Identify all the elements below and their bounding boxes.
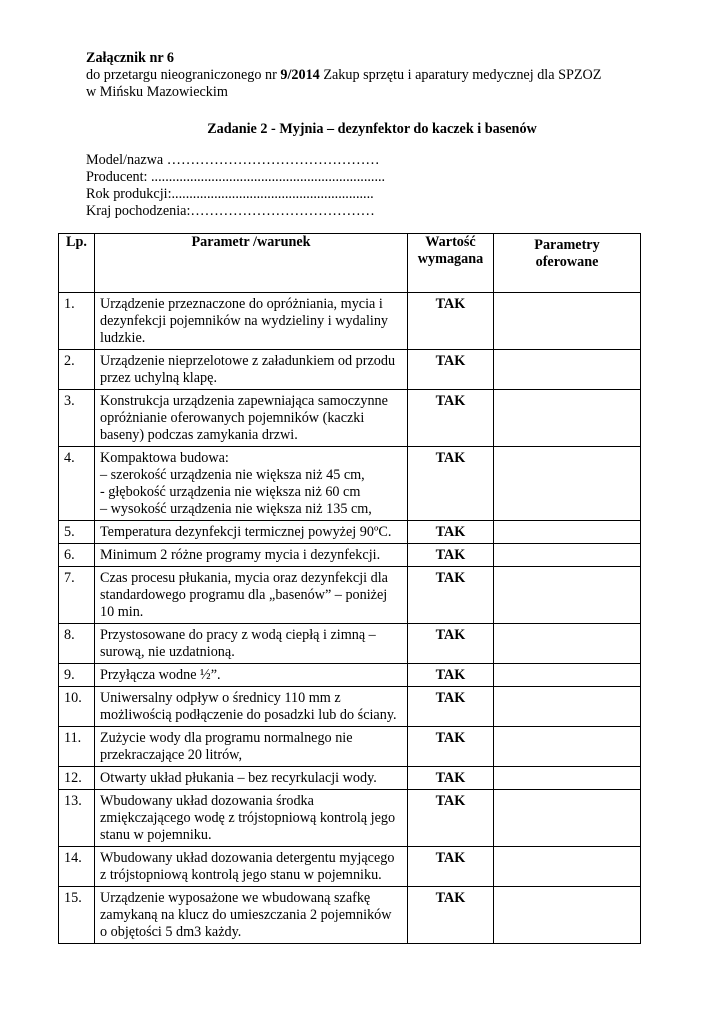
row-required-value: TAK xyxy=(408,293,494,350)
device-fields xyxy=(86,152,506,220)
row-number: 3. xyxy=(59,390,95,447)
country-field: Kraj pochodzenia:………………………………… xyxy=(86,203,375,219)
row-offered-value[interactable] xyxy=(494,887,641,944)
parameter-line: Uniwersalny odpływ o średnicy 110 mm z xyxy=(100,690,341,706)
header-required-line1: Wartość xyxy=(425,234,476,250)
parameter-line: o objętości 5 dm3 każdy. xyxy=(100,924,242,940)
model-field: Model/nazwa ……………………………………… xyxy=(86,152,380,168)
header-required-line2: wymagana xyxy=(417,251,484,267)
row-parameter xyxy=(95,687,408,727)
tender-line xyxy=(86,67,686,84)
row-required-value: TAK xyxy=(408,624,494,664)
parameter-line: - głębokość urządzenia nie większa niż 60 cm xyxy=(100,484,361,500)
parameter-line: Minimum 2 różne programy mycia i dezynfekcji. xyxy=(100,547,381,563)
parameter-line: Temperatura dezynfekcji termicznej powyżej 90ºC. xyxy=(100,524,392,540)
parameter-line: z trójstopniową kontrolą jego stanu w pojemniku. xyxy=(100,867,382,883)
parameter-line: – wysokość urządzenia nie większa niż 135 cm, xyxy=(100,501,372,517)
row-required-value: TAK xyxy=(408,767,494,790)
header-offered xyxy=(494,234,641,293)
table-row xyxy=(59,350,641,390)
row-offered-value[interactable] xyxy=(494,790,641,847)
row-number: 9. xyxy=(59,664,95,687)
row-number: 12. xyxy=(59,767,95,790)
row-number: 13. xyxy=(59,790,95,847)
row-offered-value[interactable] xyxy=(494,521,641,544)
parameter-line: ludzkie. xyxy=(100,330,146,346)
header-lp: Lp. xyxy=(59,234,95,293)
row-number: 11. xyxy=(59,727,95,767)
specification-table xyxy=(58,233,641,944)
header-offered-line2: oferowane xyxy=(535,254,599,270)
row-required-value: TAK xyxy=(408,664,494,687)
row-offered-value[interactable] xyxy=(494,687,641,727)
row-parameter xyxy=(95,790,408,847)
row-offered-value[interactable] xyxy=(494,767,641,790)
row-parameter xyxy=(95,767,408,790)
row-parameter xyxy=(95,664,408,687)
table-row xyxy=(59,390,641,447)
row-required-value: TAK xyxy=(408,350,494,390)
row-required-value: TAK xyxy=(408,567,494,624)
document-header xyxy=(86,50,686,101)
row-number: 8. xyxy=(59,624,95,664)
row-offered-value[interactable] xyxy=(494,624,641,664)
parameter-line: opróżnianie oferowanych pojemników (kaczki xyxy=(100,410,365,426)
parameter-line: Czas procesu płukania, mycia oraz dezynfekcji dla xyxy=(100,570,388,586)
parameter-line: stanu w pojemniku. xyxy=(100,827,212,843)
row-parameter xyxy=(95,544,408,567)
row-required-value: TAK xyxy=(408,847,494,887)
table-row xyxy=(59,664,641,687)
table-row xyxy=(59,447,641,521)
row-number: 6. xyxy=(59,544,95,567)
parameter-line: dezynfekcji pojemników na wydzieliny i wydaliny xyxy=(100,313,389,329)
parameter-line: Wbudowany układ dozowania środka xyxy=(100,793,314,809)
row-offered-value[interactable] xyxy=(494,350,641,390)
row-offered-value[interactable] xyxy=(494,390,641,447)
row-offered-value[interactable] xyxy=(494,664,641,687)
row-required-value: TAK xyxy=(408,544,494,567)
row-number: 2. xyxy=(59,350,95,390)
row-offered-value[interactable] xyxy=(494,567,641,624)
row-parameter xyxy=(95,847,408,887)
parameter-line: Urządzenie wyposażone we wbudowaną szafkę xyxy=(100,890,371,906)
row-required-value: TAK xyxy=(408,687,494,727)
header-required xyxy=(408,234,494,293)
parameter-line: Kompaktowa budowa: xyxy=(100,450,229,466)
table-row xyxy=(59,567,641,624)
tender-number: 9/2014 xyxy=(280,67,320,83)
table-row xyxy=(59,790,641,847)
row-parameter xyxy=(95,293,408,350)
parameter-line: baseny) podczas zamykania drzwi. xyxy=(100,427,298,443)
parameter-line: – szerokość urządzenia nie większa niż 45 cm, xyxy=(100,467,365,483)
tender-suffix: Zakup sprzętu i aparatury medycznej dla SPZOZ xyxy=(319,67,602,83)
parameter-line: Urządzenie nieprzelotowe z załadunkiem od przodu xyxy=(100,353,396,369)
tender-prefix: do przetargu nieograniczonego nr xyxy=(86,67,281,83)
row-parameter xyxy=(95,887,408,944)
producer-field: Producent: .................................................................. xyxy=(86,169,386,185)
table-row xyxy=(59,544,641,567)
header-offered-line1: Parametry xyxy=(534,237,600,253)
table-row xyxy=(59,687,641,727)
table-row xyxy=(59,293,641,350)
row-number: 4. xyxy=(59,447,95,521)
row-required-value: TAK xyxy=(408,887,494,944)
header-param: Parametr /warunek xyxy=(95,234,408,293)
row-required-value: TAK xyxy=(408,447,494,521)
table-row xyxy=(59,847,641,887)
parameter-line: Konstrukcja urządzenia zapewniająca samoczynne xyxy=(100,393,388,409)
parameter-line: przekraczające 20 litrów, xyxy=(100,747,243,763)
table-row xyxy=(59,767,641,790)
row-number: 5. xyxy=(59,521,95,544)
row-parameter xyxy=(95,447,408,521)
table-row xyxy=(59,624,641,664)
row-offered-value[interactable] xyxy=(494,447,641,521)
table-row xyxy=(59,521,641,544)
row-required-value: TAK xyxy=(408,790,494,847)
task-title: Zadanie 2 - Myjnia – dezynfektor do kaczek i basenów xyxy=(207,121,537,137)
parameter-line: Przyłącza wodne ½”. xyxy=(100,667,221,683)
table-row xyxy=(59,887,641,944)
parameter-line: możliwością podłączenie do posadzki lub do ściany. xyxy=(100,707,397,723)
parameter-line: surową, nie uzdatnioną. xyxy=(100,644,235,660)
row-number: 7. xyxy=(59,567,95,624)
row-parameter xyxy=(95,727,408,767)
parameter-line: Przystosowane do pracy z wodą ciepłą i zimną – xyxy=(100,627,376,643)
attachment-label: Załącznik nr 6 xyxy=(86,50,175,66)
parameter-line: Zużycie wody dla programu normalnego nie xyxy=(100,730,353,746)
row-offered-value[interactable] xyxy=(494,293,641,350)
row-offered-value[interactable] xyxy=(494,544,641,567)
parameter-line: zmiękczającego wodę z trójstopniową kontrolą jego xyxy=(100,810,396,826)
row-parameter xyxy=(95,567,408,624)
table-header-row xyxy=(59,234,641,293)
row-required-value: TAK xyxy=(408,521,494,544)
parameter-line: zamykaną na klucz do umieszczania 2 pojemników xyxy=(100,907,392,923)
row-required-value: TAK xyxy=(408,390,494,447)
parameter-line: standardowego programu dla „basenów” – poniżej xyxy=(100,587,388,603)
table-row xyxy=(59,727,641,767)
row-number: 10. xyxy=(59,687,95,727)
year-field: Rok produkcji:......................................................... xyxy=(86,186,374,202)
parameter-line: Otwarty układ płukania – bez recyrkulacji wody. xyxy=(100,770,377,786)
row-number: 14. xyxy=(59,847,95,887)
row-required-value: TAK xyxy=(408,727,494,767)
parameter-line: przez uchylną klapę. xyxy=(100,370,217,386)
row-number: 1. xyxy=(59,293,95,350)
tender-location: w Mińsku Mazowieckim xyxy=(86,84,228,100)
row-number: 15. xyxy=(59,887,95,944)
row-parameter xyxy=(95,350,408,390)
parameter-line: 10 min. xyxy=(100,604,144,620)
row-offered-value[interactable] xyxy=(494,847,641,887)
row-parameter xyxy=(95,521,408,544)
parameter-line: Urządzenie przeznaczone do opróżniania, mycia i xyxy=(100,296,383,312)
row-parameter xyxy=(95,624,408,664)
row-offered-value[interactable] xyxy=(494,727,641,767)
row-parameter xyxy=(95,390,408,447)
parameter-line: Wbudowany układ dozowania detergentu myjącego xyxy=(100,850,395,866)
